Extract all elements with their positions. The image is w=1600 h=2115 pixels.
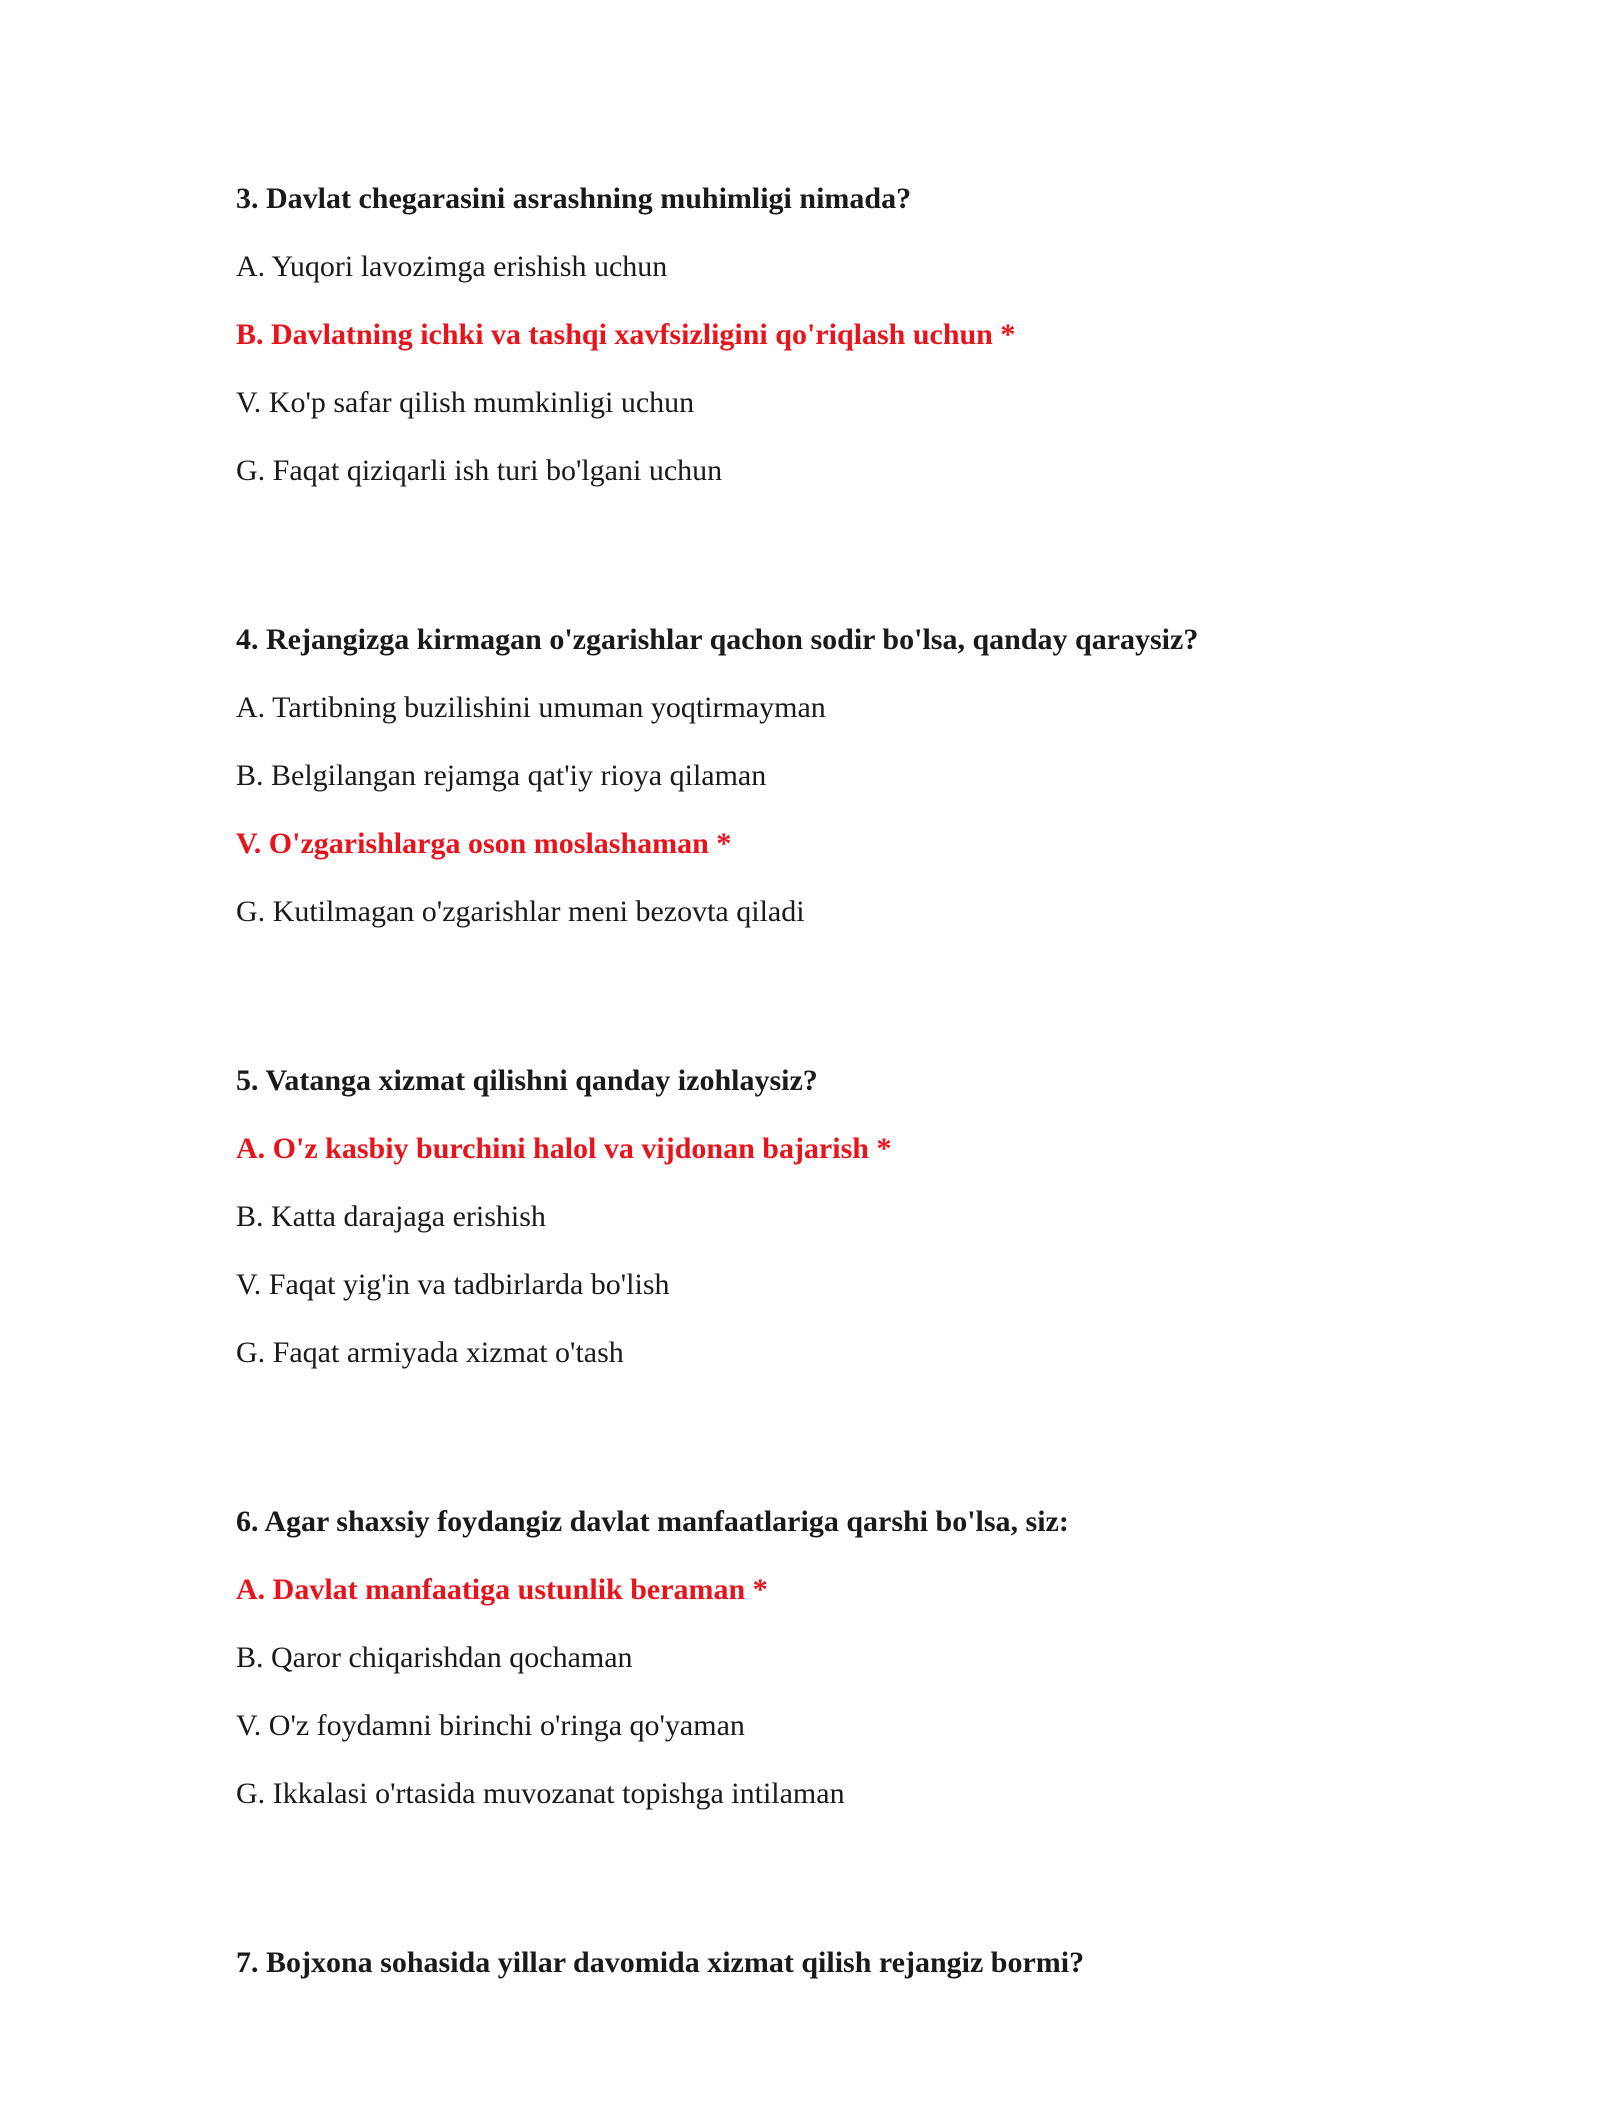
option-v: V. O'z foydamni birinchi o'ringa qo'yaman: [236, 1709, 745, 1742]
question-5: [236, 1064, 1436, 1370]
question-6: [236, 1505, 1436, 1811]
document-page: [236, 182, 1436, 2115]
option-a-correct: A. O'z kasbiy burchini halol va vijdonan bajarish *: [236, 1132, 892, 1165]
option-b: B. Qaror chiqarishdan qochaman: [236, 1641, 633, 1674]
option-g: G. Ikkalasi o'rtasida muvozanat topishga intilaman: [236, 1777, 845, 1810]
question-4: [236, 623, 1436, 929]
question-title: 6. Agar shaxsiy foydangiz davlat manfaatlariga qarshi bo'lsa, siz:: [236, 1505, 1069, 1538]
question-title: 4. Rejangizga kirmagan o'zgarishlar qachon sodir bo'lsa, qanday qaraysiz?: [236, 623, 1199, 656]
question-title: 3. Davlat chegarasini asrashning muhimligi nimada?: [236, 182, 912, 215]
option-v: V. Faqat yig'in va tadbirlarda bo'lish: [236, 1268, 670, 1301]
question-title: 7. Bojxona sohasida yillar davomida xizmat qilish rejangiz bormi?: [236, 1946, 1085, 1979]
question-title: 5. Vatanga xizmat qilishni qanday izohlaysiz?: [236, 1064, 818, 1097]
option-b-correct: B. Davlatning ichki va tashqi xavfsizligini qo'riqlash uchun *: [236, 318, 1016, 351]
question-3: [236, 182, 1436, 488]
option-a: A. Yuqori lavozimga erishish uchun: [236, 250, 668, 283]
option-v-correct: V. O'zgarishlarga oson moslashaman *: [236, 827, 732, 860]
option-g: G. Faqat qiziqarli ish turi bo'lgani uchun: [236, 454, 723, 487]
option-a-correct: A. Davlat manfaatiga ustunlik beraman *: [236, 1573, 768, 1606]
question-7: [236, 1946, 1436, 1980]
option-b: B. Katta darajaga erishish: [236, 1200, 546, 1233]
option-b: B. Belgilangan rejamga qat'iy rioya qilaman: [236, 759, 767, 792]
option-g: G. Faqat armiyada xizmat o'tash: [236, 1336, 624, 1369]
option-g: G. Kutilmagan o'zgarishlar meni bezovta qiladi: [236, 895, 805, 928]
option-v: V. Ko'p safar qilish mumkinligi uchun: [236, 386, 695, 419]
option-a: A. Tartibning buzilishini umuman yoqtirmayman: [236, 691, 826, 724]
